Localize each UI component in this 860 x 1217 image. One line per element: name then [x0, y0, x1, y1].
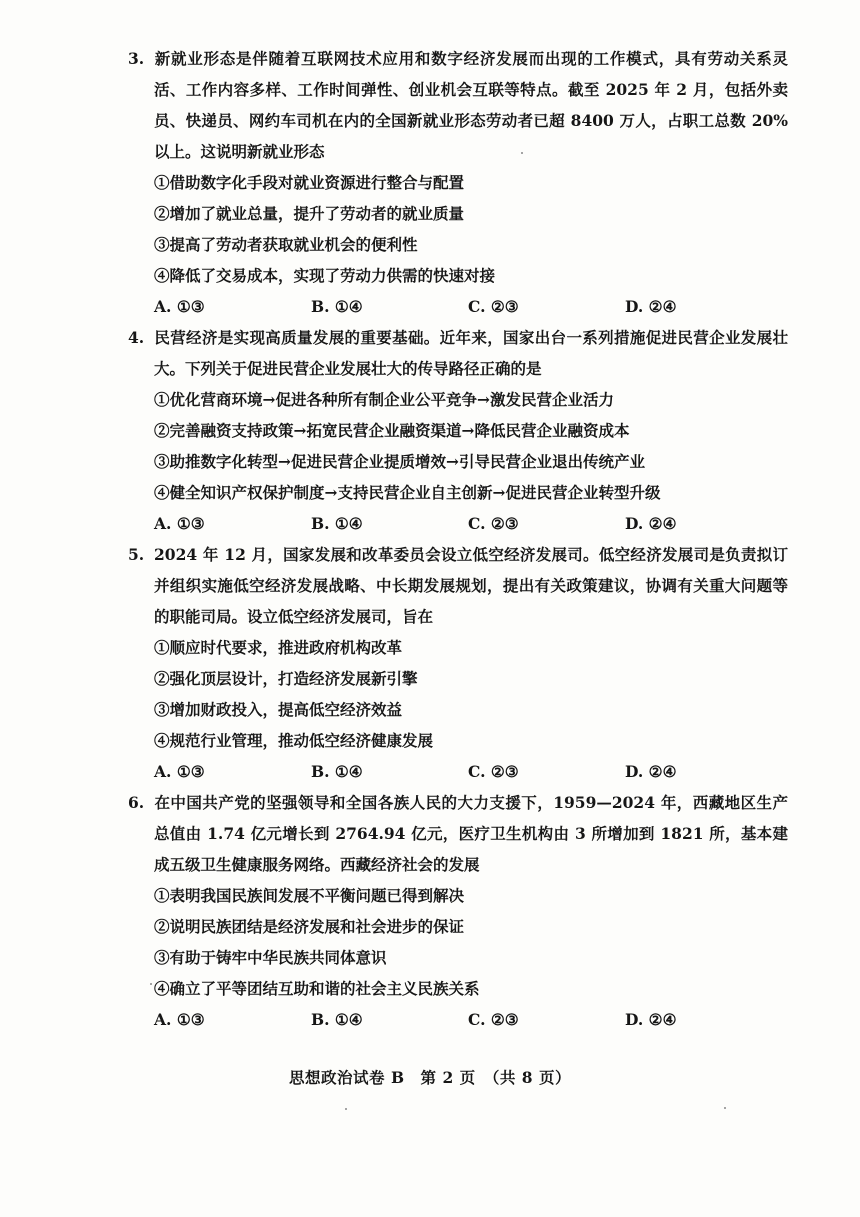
choice-c: C. ②③ [468, 297, 519, 316]
option-2: ②说明民族团结是经济发展和社会进步的保证 [154, 917, 465, 936]
option-2: ②强化顶层设计，打造经济发展新引擎 [154, 669, 418, 688]
answer-choices [128, 508, 788, 539]
question-text: 2024 年 12 月，国家发展和改革委员会设立低空经济发展司。低空经济发展司是负责拟订并组织实施低空经济发展战略、中长期发展规划，提出有关政策建议，协调有关重大问题等的职能司局。设立低空经济发展司，旨在 [154, 545, 788, 626]
question-4 [128, 322, 788, 539]
option-1: ①顺应时代要求，推进政府机构改革 [154, 638, 403, 657]
option-1: ①表明我国民族间发展不平衡问题已得到解决 [154, 886, 465, 905]
question-text: 民营经济是实现高质量发展的重要基础。近年来，国家出台一系列措施促进民营企业发展壮大。下列关于促进民营企业发展壮大的传导路径正确的是 [154, 328, 788, 378]
question-3 [128, 43, 788, 322]
answer-choices [128, 756, 788, 787]
choice-d: D. ②④ [625, 762, 677, 781]
answer-choices [128, 291, 788, 322]
question-number: 6. [128, 793, 145, 812]
choice-b: B. ①④ [311, 514, 363, 533]
option-1: ①借助数字化手段对就业资源进行整合与配置 [154, 173, 465, 192]
question-number: 4. [128, 328, 145, 347]
scan-speck [724, 1107, 726, 1109]
answer-choices [128, 1004, 788, 1035]
option-4: ④确立了平等团结互助和谐的社会主义民族关系 [154, 979, 480, 998]
choice-d: D. ②④ [625, 514, 677, 533]
option-1: ①优化营商环境→促进各种所有制企业公平竞争→激发民营企业活力 [154, 390, 614, 409]
choice-d: D. ②④ [625, 1010, 677, 1029]
choice-a: A. ①③ [154, 514, 205, 533]
option-3: ③增加财政投入，提高低空经济效益 [154, 700, 403, 719]
option-3: ③提高了劳动者获取就业机会的便利性 [154, 235, 418, 254]
choice-c: C. ②③ [468, 1010, 519, 1029]
option-2: ②完善融资支持政策→拓宽民营企业融资渠道→降低民营企业融资成本 [154, 421, 630, 440]
question-stem [128, 539, 788, 632]
question-text: 新就业形态是伴随着互联网技术应用和数字经济发展而出现的工作模式，具有劳动关系灵活、工作内容多样、工作时间弹性、创业机会互联等特点。截至 2025 年 2 月，包括外卖员、快递员、网约车司机在内的全国新就业形态劳动者已超 8400 万人，占职工总数 20% 以上。这说明新就业形态 [154, 49, 788, 161]
option-4: ④健全知识产权保护制度→支持民营企业自主创新→促进民营企业转型升级 [154, 483, 661, 502]
choice-b: B. ①④ [311, 297, 363, 316]
option-3: ③有助于铸牢中华民族共同体意识 [154, 948, 387, 967]
page-footer: 思想政治试卷 B 第 2 页 （共 8 页） [289, 1068, 571, 1087]
choice-b: B. ①④ [311, 762, 363, 781]
choice-a: A. ①③ [154, 297, 205, 316]
question-stem [128, 787, 788, 880]
scan-speck [150, 983, 152, 985]
choice-c: C. ②③ [468, 514, 519, 533]
question-stem [128, 322, 788, 384]
question-text: 在中国共产党的坚强领导和全国各族人民的大力支援下，1959—2024 年，西藏地区生产总值由 1.74 亿元增长到 2764.94 亿元，医疗卫生机构由 3 所增加到 1821 所，基本建成五级卫生健康服务网络。西藏经济社会的发展 [154, 793, 788, 874]
scan-speck [521, 152, 523, 154]
scan-speck [345, 1108, 347, 1110]
option-3: ③助推数字化转型→促进民营企业提质增效→引导民营企业退出传统产业 [154, 452, 645, 471]
question-5 [128, 539, 788, 787]
choice-c: C. ②③ [468, 762, 519, 781]
question-6 [128, 787, 788, 1035]
option-4: ④规范行业管理，推动低空经济健康发展 [154, 731, 434, 750]
question-number: 3. [128, 49, 145, 68]
choice-b: B. ①④ [311, 1010, 363, 1029]
question-stem [128, 43, 788, 167]
choice-a: A. ①③ [154, 762, 205, 781]
option-4: ④降低了交易成本，实现了劳动力供需的快速对接 [154, 266, 496, 285]
choice-a: A. ①③ [154, 1010, 205, 1029]
question-number: 5. [128, 545, 145, 564]
choice-d: D. ②④ [625, 297, 677, 316]
option-2: ②增加了就业总量，提升了劳动者的就业质量 [154, 204, 465, 223]
